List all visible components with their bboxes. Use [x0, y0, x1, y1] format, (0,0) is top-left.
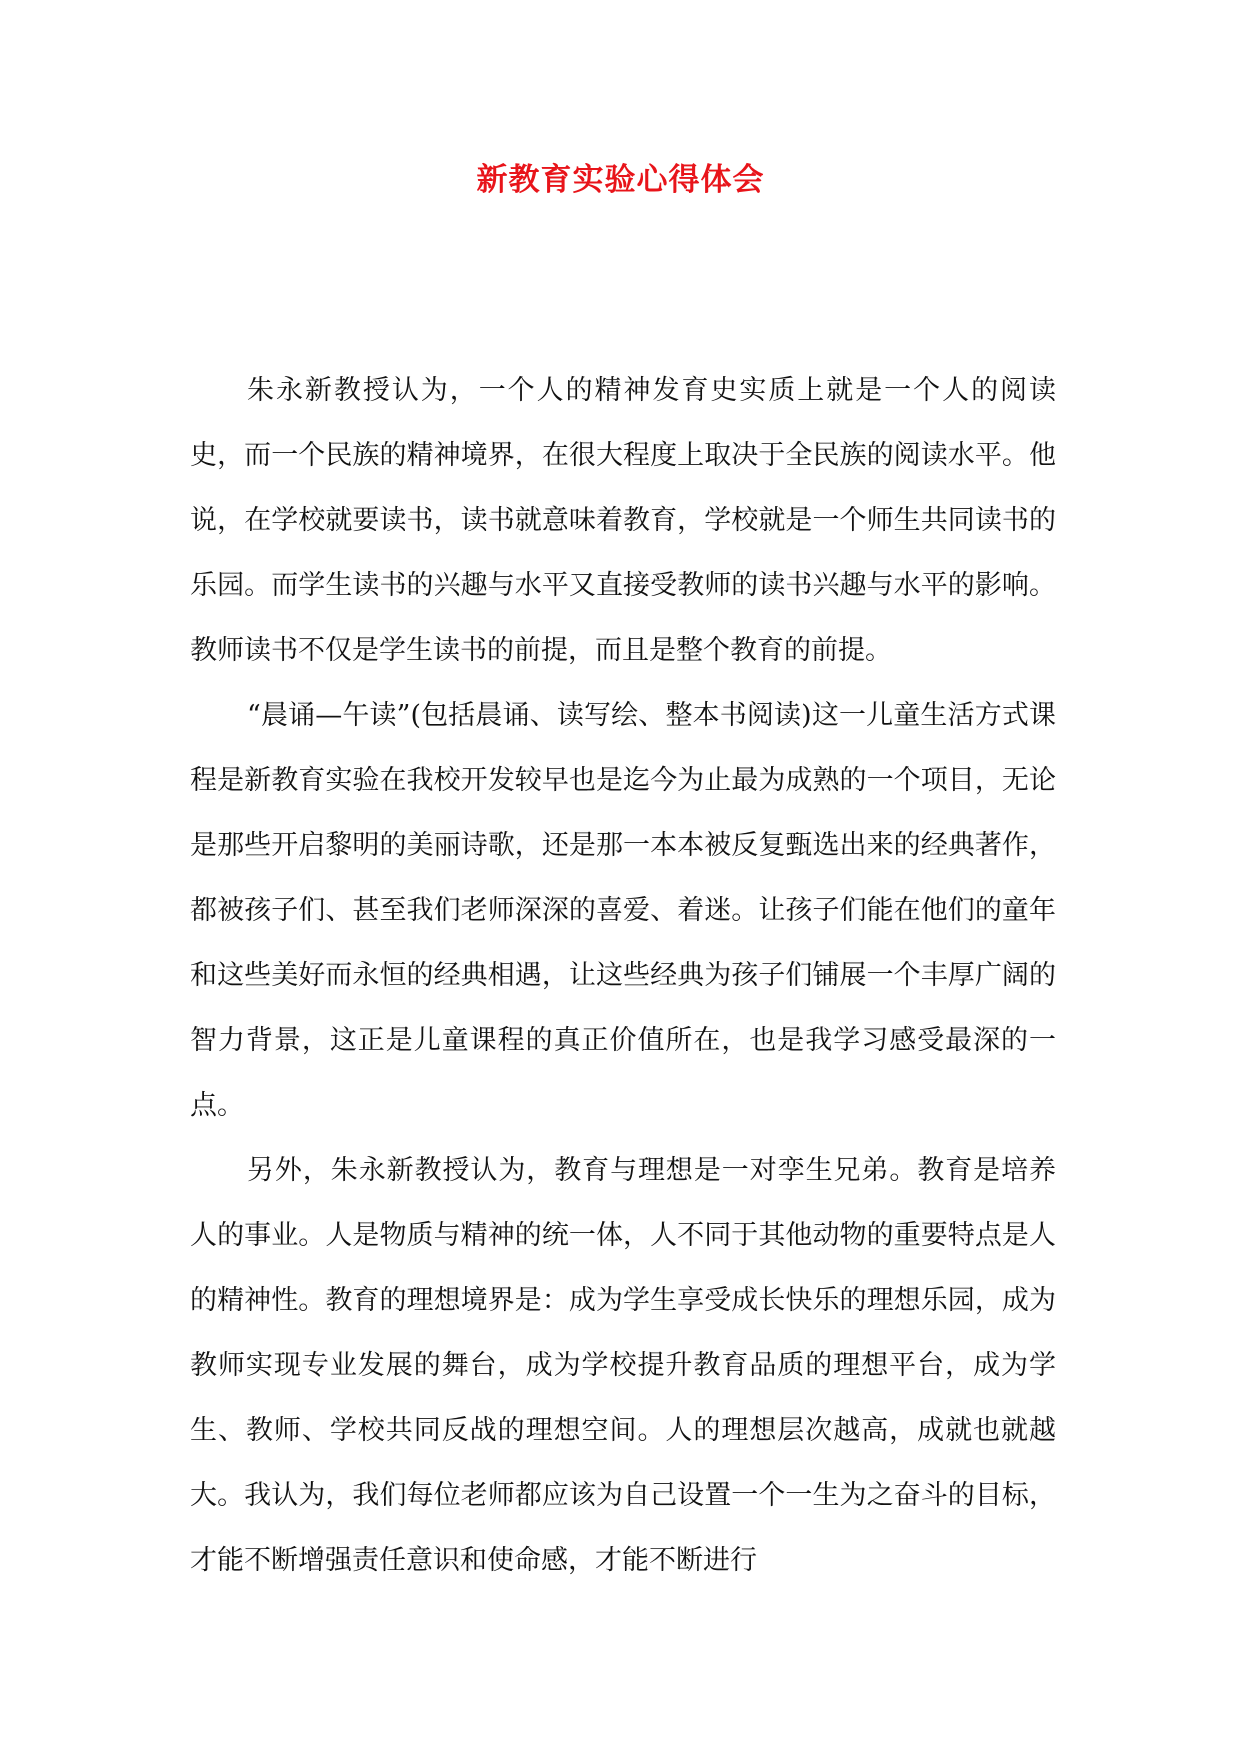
- paragraph-3: 另外，朱永新教授认为，教育与理想是一对孪生兄弟。教育是培养人的事业。人是物质与精神的统一体，人不同于其他动物的重要特点是人的精神性。教育的理想境界是：成为学生享受成长快乐的理想乐园，成为教师实现专业发展的舞台，成为学校提升教育品质的理想平台，成为学生、教师、学校共同反战的理想空间。人的理想层次越高，成就也就越大。我认为，我们每位老师都应该为自己设置一个一生为之奋斗的目标，才能不断增强责任意识和使命感，才能不断进行: [190, 1155, 1056, 1576]
- document-title: 新教育实验心得体会: [476, 162, 765, 198]
- document-body: [190, 358, 1056, 1593]
- paragraph-1: 朱永新教授认为，一个人的精神发育史实质上就是一个人的阅读史，而一个民族的精神境界，在很大程度上取决于全民族的阅读水平。他说，在学校就要读书，读书就意味着教育，学校就是一个师生共同读书的乐园。而学生读书的兴趣与水平又直接受教师的读书兴趣与水平的影响。教师读书不仅是学生读书的前提，而且是整个教育的前提。: [190, 375, 1056, 666]
- paragraph-2: “晨诵—午读”(包括晨诵、读写绘、整本书阅读)这一儿童生活方式课程是新教育实验在我校开发较早也是迄今为止最为成熟的一个项目，无论是那些开启黎明的美丽诗歌，还是那一本本被反复甄选出来的经典著作，都被孩子们、甚至我们老师深深的喜爱、着迷。让孩子们能在他们的童年和这些美好而永恒的经典相遇，让这些经典为孩子们铺展一个丰厚广阔的智力背景，这正是儿童课程的真正价值所在，也是我学习感受最深的一点。: [190, 700, 1056, 1121]
